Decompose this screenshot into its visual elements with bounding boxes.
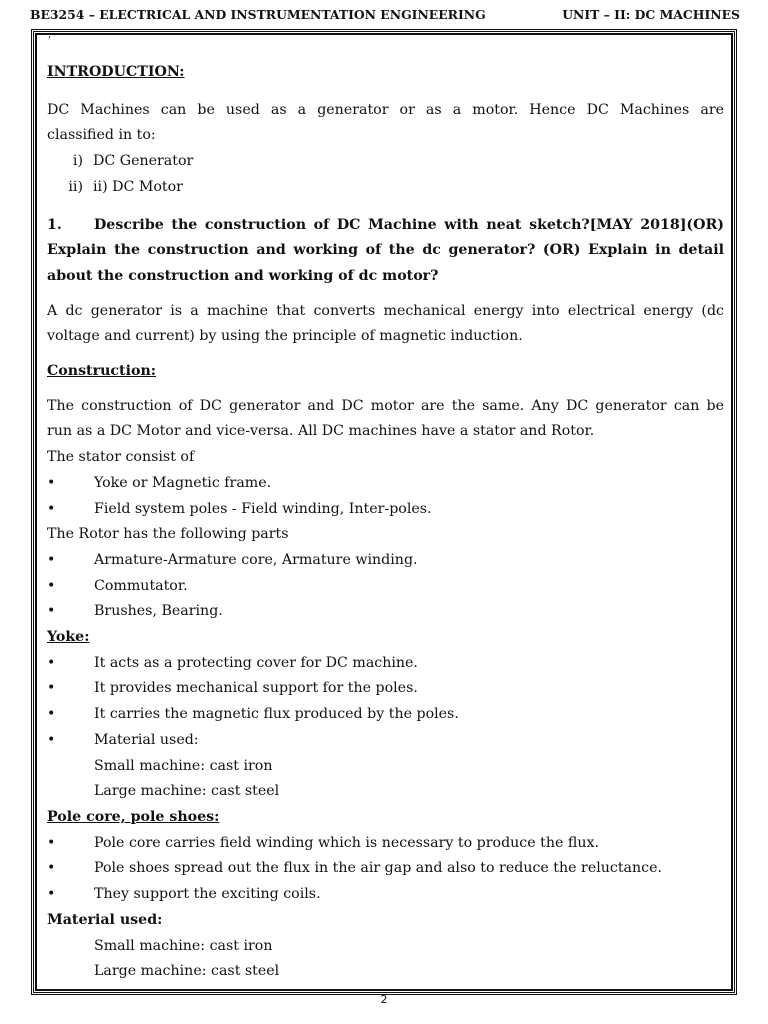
definition-line: A dc generator is a machine that converts mechanical energy into electrical energy (dc	[47, 302, 724, 319]
question-line	[47, 213, 724, 239]
list-item	[47, 651, 724, 677]
list-item-text: Pole core carries field winding which is necessary to produce the flux.	[94, 834, 600, 851]
question-text: Describe the construction of DC Machine with neat sketch?[MAY 2018](OR)	[94, 216, 724, 233]
list-marker: ii)	[68, 178, 83, 195]
stator-intro: The stator consist of	[47, 449, 195, 466]
bullet: •	[47, 551, 56, 568]
material-line: Small machine: cast iron	[94, 757, 273, 774]
intro-paragraph-line: DC Machines can be used as a generator or as a motor. Hence DC Machines are	[47, 101, 724, 118]
list-item-text: Pole shoes spread out the flux in the air gap and also to reduce the reluctance.	[94, 860, 662, 877]
yoke-heading: Yoke:	[47, 629, 90, 646]
rotor-intro: The Rotor has the following parts	[47, 526, 289, 543]
bullet: •	[47, 577, 56, 594]
intro-paragraph-line: classified in to:	[47, 127, 156, 144]
list-item	[47, 471, 724, 497]
question-line: Explain the construction and working of the dc generator? (OR) Explain in detail	[47, 242, 724, 259]
list-item	[47, 831, 724, 857]
document-body	[47, 60, 724, 985]
list-item-text: Yoke or Magnetic frame.	[94, 474, 272, 491]
introduction-heading: INTRODUCTION:	[47, 64, 185, 80]
page-number: 2	[380, 993, 388, 1006]
question-line: about the construction and working of dc motor?	[47, 267, 439, 284]
construction-heading: Construction:	[47, 363, 156, 380]
list-marker: i)	[72, 153, 83, 170]
list-item	[47, 676, 724, 702]
list-item-text: It carries the magnetic flux produced by the poles.	[94, 706, 459, 723]
list-item-text: Commutator.	[94, 577, 188, 594]
bullet: •	[47, 731, 56, 748]
pole-heading: Pole core, pole shoes:	[47, 808, 220, 825]
construction-line: run as a DC Motor and vice-versa. All DC machines have a stator and Rotor.	[47, 423, 595, 440]
stray-mark: ,	[48, 29, 52, 40]
list-item	[47, 728, 724, 754]
list-item	[47, 574, 724, 600]
list-item-text: Material used:	[94, 731, 199, 748]
page-header	[30, 7, 740, 27]
list-item	[47, 175, 724, 201]
list-item-text: Field system poles - Field winding, Inter-poles.	[94, 500, 432, 517]
list-item	[47, 882, 724, 908]
list-item-text: It provides mechanical support for the poles.	[94, 680, 418, 697]
bullet: •	[47, 834, 56, 851]
bullet: •	[47, 500, 56, 517]
bullet: •	[47, 860, 56, 877]
list-item	[47, 149, 724, 175]
bullet: •	[47, 603, 56, 620]
list-item	[47, 599, 724, 625]
list-item	[47, 497, 724, 523]
bullet: •	[47, 706, 56, 723]
unit-title: UNIT – II: DC MACHINES	[562, 7, 740, 22]
bullet: •	[47, 680, 56, 697]
material-line: Large machine: cast steel	[94, 963, 280, 980]
material-heading: Material used:	[47, 911, 163, 928]
question-number: 1.	[47, 216, 62, 233]
bullet: •	[47, 474, 56, 491]
list-item-text: ii) DC Motor	[93, 178, 183, 195]
bullet: •	[47, 886, 56, 903]
list-item-text: Brushes, Bearing.	[94, 603, 223, 620]
list-item-text: They support the exciting coils.	[94, 886, 321, 903]
list-item-text: It acts as a protecting cover for DC machine.	[94, 654, 418, 671]
definition-line: voltage and current) by using the principle of magnetic induction.	[47, 328, 523, 345]
list-item	[47, 548, 724, 574]
course-title: BE3254 – ELECTRICAL AND INSTRUMENTATION ENGINEERING	[30, 7, 486, 22]
material-line: Large machine: cast steel	[94, 783, 280, 800]
list-item-text: DC Generator	[93, 153, 194, 170]
construction-line: The construction of DC generator and DC motor are the same. Any DC generator can be	[47, 397, 724, 414]
list-item	[47, 856, 724, 882]
list-item	[47, 702, 724, 728]
material-line: Small machine: cast iron	[94, 937, 273, 954]
bullet: •	[47, 654, 56, 671]
list-item-text: Armature-Armature core, Armature winding.	[94, 551, 418, 568]
